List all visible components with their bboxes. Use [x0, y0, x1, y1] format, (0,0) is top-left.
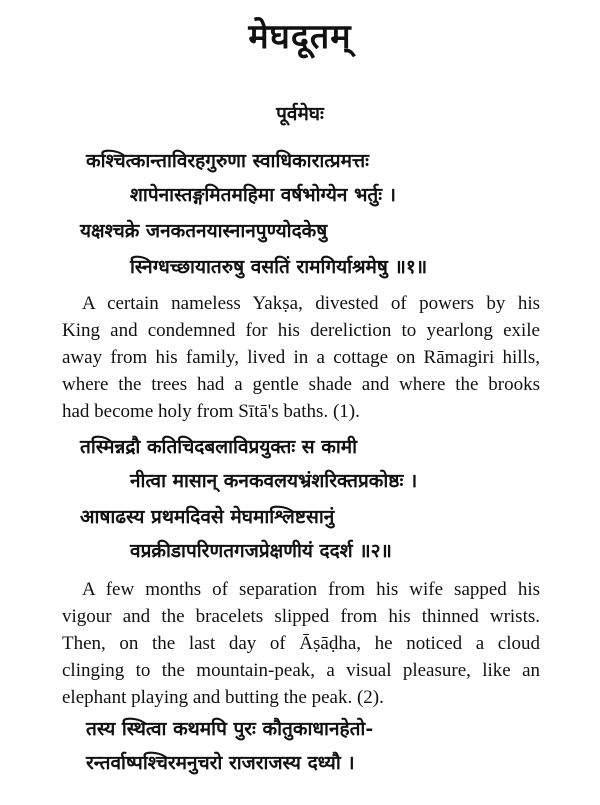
translation-1-line-3: away from his family, lived in a cottage on Rāmagiri hills, [62, 347, 540, 368]
verse-2-line-1: तस्मिन्नद्रौ कतिचिदबलाविप्रयुक्तः स कामी [80, 436, 358, 458]
translation-paragraph-1 [62, 290, 540, 425]
translation-2-line-3: Then, on the last day of Āṣāḍha, he noticed a cloud [62, 633, 540, 654]
translation-2-line-2: vigour and the bracelets slipped from his thinned wrists. [62, 606, 540, 627]
verse-3-line-2: रन्तर्वाष्पश्चिरमनुचरो राजराजस्य दध्यौ । [86, 752, 355, 774]
translation-2-line-1: A few months of separation from his wife sapped his [82, 579, 540, 600]
translation-2-line-4: clinging to the mountain-peak, a visual pleasure, like an [62, 660, 540, 681]
verse-1-line-1: कश्चित्कान्ताविरहगुरुणा स्वाधिकारात्प्रमत्तः [86, 150, 369, 172]
verse-1-line-2: शापेनास्तङ्गमितमहिमा वर्षभोग्येन भर्तुः । [130, 184, 396, 206]
translation-1-line-2: King and condemned for his dereliction to yearlong exile [62, 320, 540, 341]
verse-1-line-3: यक्षश्चक्रे जनकतनयास्नानपुण्योदकेषु [80, 220, 328, 242]
verse-3-line-1: तस्य स्थित्वा कथमपि पुरः कौतुकाधानहेतो- [86, 718, 374, 740]
section-heading: पूर्वमेघः [276, 103, 324, 125]
translation-1-line-5: had become holy from Sītā's baths. (1). [62, 401, 360, 422]
page-title: मेघदूतम् [248, 17, 352, 57]
verse-2-line-3: आषाढस्य प्रथमदिवसे मेघमाश्लिष्टसानुं [80, 506, 335, 528]
translation-1-line-4: where the trees had a gentle shade and where the brooks [62, 374, 540, 395]
verse-2-line-2: नीत्वा मासान् कनकवलयभ्रंशरिक्तप्रकोष्ठः । [130, 470, 418, 492]
translation-1-line-1: A certain nameless Yakṣa, divested of powers by his [82, 293, 540, 314]
translation-2-line-5: elephant playing and butting the peak. (2). [62, 687, 384, 708]
verse-1-line-4: स्निग्धच्छायातरुषु वसतिं रामगिर्याश्रमेषु ॥१॥ [130, 256, 428, 278]
verse-2-line-4: वप्रक्रीडापरिणतगजप्रेक्षणीयं ददर्श ॥२॥ [130, 540, 392, 562]
translation-paragraph-2 [62, 576, 540, 711]
